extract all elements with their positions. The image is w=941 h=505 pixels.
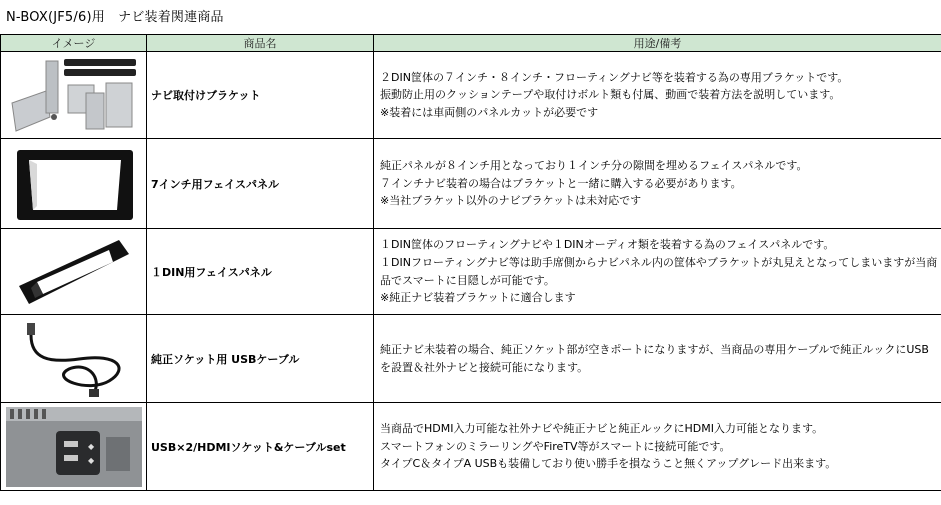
table-row xyxy=(1,139,941,229)
description-line: ※当社ブラケット以外のナビブラケットは未対応です xyxy=(380,194,642,208)
product-description xyxy=(374,139,941,229)
header-product-name: 商品名 xyxy=(147,35,374,52)
description-line: ※純正ナビ装着ブラケットに適合します xyxy=(380,291,576,305)
description-line: を設置＆社外ナビと接続可能になります。 xyxy=(380,360,589,374)
product-description xyxy=(374,403,941,491)
description-line: ※装着には車両側のパネルカットが必要です xyxy=(380,105,599,119)
table-row xyxy=(1,403,941,491)
page-title: N-BOX(JF5/6)用 ナビ装着関連商品 xyxy=(6,10,224,25)
header-usage: 用途/備考 xyxy=(374,35,941,52)
description-line: スマートフォンのミラーリングやFireTV等がスマートに接続可能です。 xyxy=(380,439,731,453)
description-line: １DIN筐体のフローティングナビや１DINオーディオ類を装着する為のフェイスパネルです。 xyxy=(380,238,835,252)
table-row xyxy=(1,52,941,139)
header-image: イメージ xyxy=(1,35,147,52)
product-image xyxy=(1,229,147,315)
usb-cable-image xyxy=(9,319,139,399)
table-row xyxy=(1,315,941,403)
description-line: 品でスマートに目隠しが可能です。 xyxy=(380,273,555,287)
description-line: １DINフローティングナビ等は助手席側からナビパネル内の筐体やブラケットが丸見えとなってしまいますが当商 xyxy=(380,255,938,269)
product-image xyxy=(1,52,147,139)
product-description xyxy=(374,229,941,315)
table-row xyxy=(1,229,941,315)
product-name: 純正ソケット用 USBケーブル xyxy=(147,315,374,403)
svg-text:◆: ◆ xyxy=(87,455,94,465)
description-line: ２DIN筐体の７インチ・８インチ・フローティングナビ等を装着する為の専用ブラケットです。 xyxy=(380,70,849,84)
product-name: USB×2/HDMIソケット&ケーブルset xyxy=(147,403,374,491)
product-image xyxy=(1,315,147,403)
description-line: 振動防止用のクッションテープや取付けボルト類も付属、動画で装着方法を説明しています。 xyxy=(380,88,841,102)
product-image xyxy=(1,139,147,229)
description-line: 純正パネルが８インチ用となっており１インチ分の隙間を埋めるフェイスパネルです。 xyxy=(380,159,808,173)
face-panel-1din-image xyxy=(9,232,139,312)
product-image xyxy=(1,403,147,491)
description-line: ７インチナビ装着の場合はブラケットと一緒に購入する必要があります。 xyxy=(380,176,742,190)
description-line: 純正ナビ未装着の場合、純正ソケット部が空きポートになりますが、当商品の専用ケーブルで純正ルックにUSB xyxy=(380,342,929,356)
description-line: 当商品でHDMI入力可能な社外ナビや純正ナビと純正ルックにHDMI入力可能となります。 xyxy=(380,422,824,436)
svg-text:◆: ◆ xyxy=(87,441,94,451)
product-name: ナビ取付けブラケット xyxy=(147,52,374,139)
product-table xyxy=(0,34,941,491)
table-header-row xyxy=(1,35,941,52)
bracket-image xyxy=(6,55,142,135)
product-name: 7インチ用フェイスパネル xyxy=(147,139,374,229)
product-description xyxy=(374,52,941,139)
usb-hdmi-socket-image xyxy=(6,407,142,487)
description-line: タイプC＆タイプA USBも装備しており使い勝手を損なうこと無くアップグレード出来ます。 xyxy=(380,457,837,471)
product-description xyxy=(374,315,941,403)
product-name: １DIN用フェイスパネル xyxy=(147,229,374,315)
face-panel-7inch-image xyxy=(9,144,139,224)
